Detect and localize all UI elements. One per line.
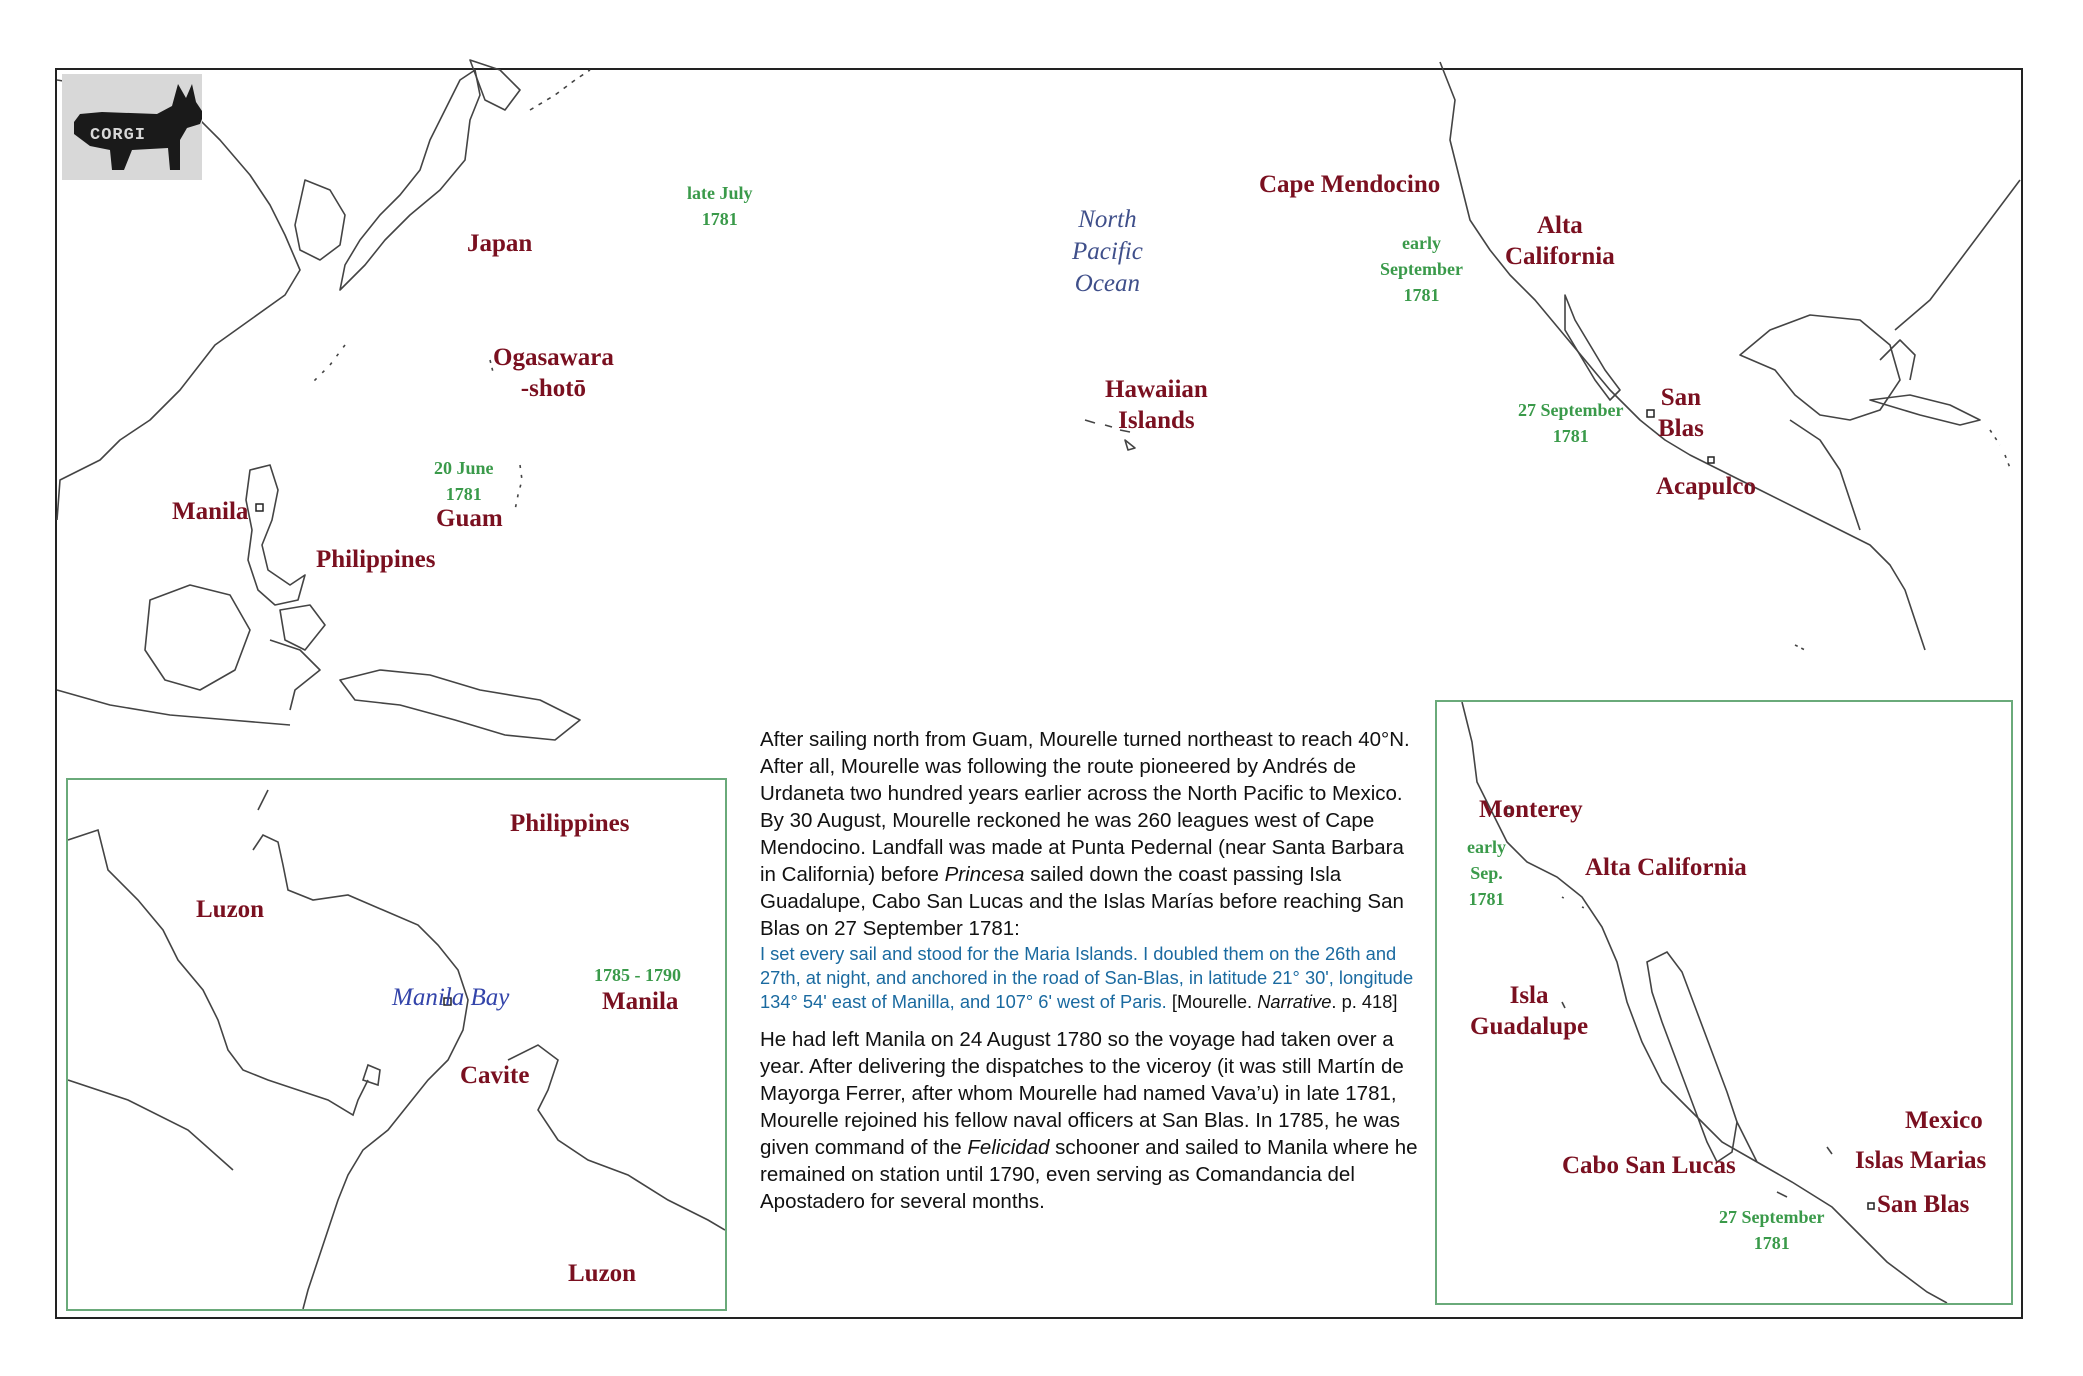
manila-marker [256, 504, 263, 511]
date-late-july [687, 180, 753, 232]
label-acapulco: Acapulco [1656, 473, 1756, 500]
borneo-coast [145, 585, 250, 690]
inset-manila-coastline [68, 780, 725, 1309]
inset-label-cabo-san-lucas: Cabo San Lucas [1562, 1152, 1736, 1179]
date-late-july-line2: 1781 [701, 209, 738, 229]
san-blas-marker [1647, 410, 1654, 417]
ship-name-felicidad: Felicidad [967, 1136, 1050, 1159]
inset-isla-line2: Guadalupe [1470, 1013, 1589, 1040]
label-philippines: Philippines [316, 546, 436, 573]
luzon-coast [246, 465, 305, 605]
mariana-islands [515, 465, 522, 510]
japan-coast [340, 70, 480, 290]
date-sep27-line2: 1781 [1552, 426, 1589, 446]
quote-ref-title: Narrative [1257, 991, 1332, 1012]
date-early-sep-line2: September [1380, 259, 1463, 279]
paragraph-1 [760, 726, 1420, 942]
ocean-line3: Ocean [1074, 270, 1141, 297]
quote-reference [1172, 991, 1398, 1012]
ocean-line1: North [1078, 206, 1137, 233]
sulawesi-coast [270, 640, 320, 710]
inset-sep27-line2: 1781 [1753, 1233, 1790, 1253]
paragraph-1-end: sailed down the coast passing Isla Guadalupe, Cabo San Lucas and the Islas Marías before reaching San Blas on 27 September 1781: [760, 863, 1404, 940]
inset-date-early-sep [1467, 834, 1506, 912]
date-late-july-line1: late July [687, 183, 753, 203]
ryukyu-islands [310, 345, 345, 385]
baja-coast [1565, 295, 1620, 400]
label-ogasawara-line2: -shotō [520, 375, 587, 402]
inset-label-san-blas: San Blas [1877, 1191, 1970, 1218]
label-japan: Japan [467, 230, 533, 257]
paragraph-2-start: He had left Manila on 24 August 1780 so the voyage had taken over a year. After delivering the dispatches to the viceroy (it was still Martín de Mayorga Ferrer, after whom Mourelle had named Vava’u) in late 1781, Mourelle rejoined his fellow naval officers at San Blas. In 1785, he was given command of the [760, 1028, 1404, 1159]
label-hawaii-line1: Hawaiian [1105, 376, 1208, 403]
new-guinea-coast [340, 670, 580, 740]
ocean-line2: Pacific [1072, 238, 1143, 265]
date-early-sep-line3: 1781 [1403, 285, 1440, 305]
label-ogasawara-line1: Ogasawara [493, 344, 614, 371]
inset-early-line3: 1781 [1468, 889, 1505, 909]
paragraph-2 [760, 1026, 1420, 1215]
korea-coast [295, 180, 345, 260]
date-june-line1: 20 June [434, 458, 494, 478]
acapulco-marker [1708, 457, 1714, 463]
label-hawaii-line2: Islands [1118, 407, 1195, 434]
inset-california [1435, 700, 2013, 1305]
narrative-text [760, 726, 1420, 1215]
inset-isla-line1: Isla [1509, 982, 1549, 1009]
label-san-blas-line1: San [1660, 384, 1702, 411]
atlantic-coast [1895, 180, 2020, 330]
quote-ref-end: . p. 418] [1331, 991, 1398, 1012]
quote-block [760, 942, 1420, 1014]
inset-label-islas-marias: Islas Marias [1855, 1147, 1987, 1174]
inset-date-1785-1790: 1785 - 1790 [594, 965, 681, 985]
label-san-blas [1658, 382, 1704, 444]
inset-label-luzon-top: Luzon [196, 896, 265, 923]
inset-label-manila: Manila [602, 988, 679, 1015]
date-june-line2: 1781 [445, 484, 482, 504]
java-coast [57, 690, 290, 725]
inset-label-philippines: Philippines [510, 810, 630, 837]
inset-manila-bay [66, 778, 727, 1311]
inset-sep27-line1: 27 September [1719, 1207, 1825, 1227]
yucatan-coast [1790, 420, 1860, 530]
inset-label-monterey: Monterey [1479, 796, 1583, 823]
paragraph-2-end: schooner and sailed to Manila where he remained on station until 1790, even serving as Comandancia del Apostadero for several months. [760, 1136, 1418, 1213]
inset-label-alta-california: Alta California [1585, 854, 1747, 881]
label-alta-line2: California [1505, 243, 1615, 270]
quote-ref-start: [Mourelle. [1171, 991, 1253, 1012]
date-early-september [1380, 230, 1463, 308]
label-cape-mendocino: Cape Mendocino [1259, 171, 1441, 198]
label-north-pacific-ocean [1072, 204, 1143, 300]
label-alta-line1: Alta [1536, 212, 1583, 239]
label-alta-california [1505, 210, 1615, 272]
mindanao-coast [280, 605, 325, 650]
date-27-september [1518, 397, 1623, 449]
inset-label-cavite: Cavite [460, 1062, 530, 1089]
kuril-islands [530, 70, 590, 110]
label-manila: Manila [172, 498, 249, 525]
central-america-islands [1795, 645, 1805, 650]
inset-label-manila-bay: Manila Bay [392, 984, 510, 1011]
inset-label-mexico: Mexico [1905, 1107, 1983, 1134]
label-ogasawara [493, 342, 614, 404]
north-america-coast [1440, 62, 1925, 650]
inset-label-isla-guadalupe [1470, 980, 1588, 1042]
caribbean-islands [1990, 430, 2010, 468]
inset-date-27-september [1719, 1204, 1824, 1256]
paragraph-1-start: After sailing north from Guam, Mourelle turned northeast to reach 40°N. After all, Mourelle was following the route pioneered by Andrés de Urdaneta two hundred years earlier across the North Pacific to Mexico. By 30 August, Mourelle reckoned he was 260 leagues west of Cape Mendocino. Landfall was made at Punta Pedernal (near Santa Barbara in California) before [760, 728, 1410, 886]
inset-early-line1: early [1467, 837, 1506, 857]
ship-name-princesa: Princesa [944, 863, 1025, 886]
corgi-logo [62, 74, 202, 180]
logo-text: CORGI [90, 126, 147, 145]
label-san-blas-line2: Blas [1658, 415, 1704, 442]
date-sep27-line1: 27 September [1518, 400, 1624, 420]
inset-label-luzon-bottom: Luzon [568, 1260, 637, 1287]
date-20-june [434, 455, 494, 507]
inset-early-line2: Sep. [1470, 863, 1503, 883]
quote-text: I set every sail and stood for the Maria Islands. I doubled them on the 26th and 27th, at night, and anchored in the road of San-Blas, in latitude 21° 30', longitude 134° 54' east of Manilla, and 107° 6' west of Paris. [760, 943, 1414, 1012]
gulf-coast [1740, 315, 1900, 420]
label-guam: Guam [436, 505, 503, 532]
date-early-sep-line1: early [1402, 233, 1441, 253]
inset-san-blas-marker [1868, 1203, 1874, 1209]
label-hawaiian-islands [1105, 374, 1208, 436]
